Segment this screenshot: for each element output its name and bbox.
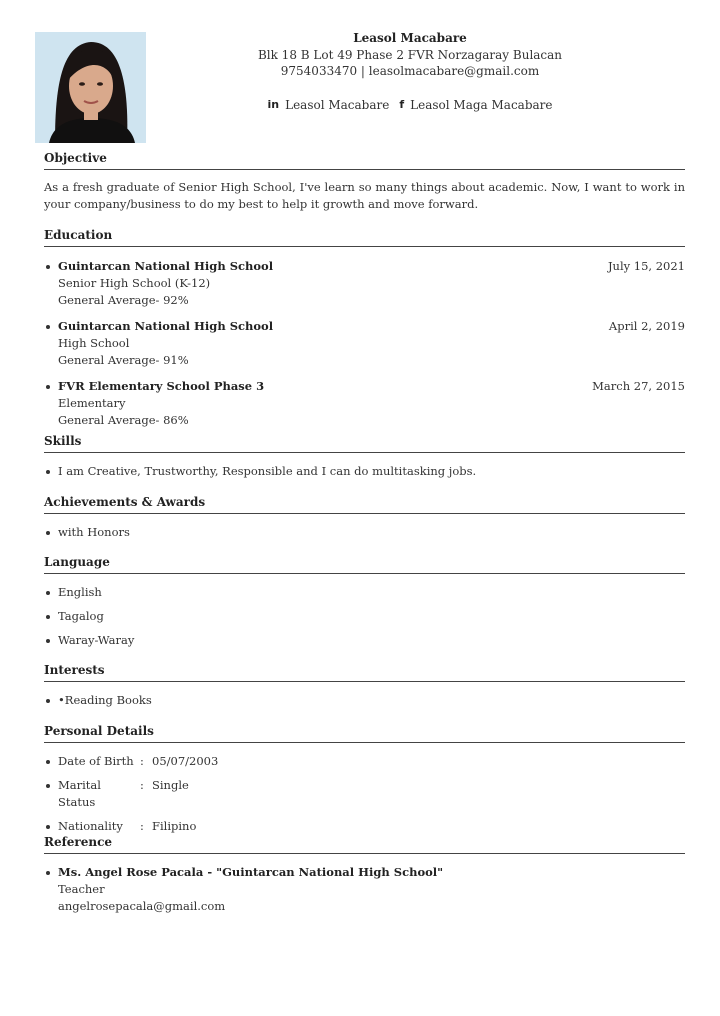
list-item [44, 753, 685, 770]
list-item [44, 818, 685, 835]
address: Blk 18 B Lot 49 Phase 2 FVR Norzagaray Bulacan [257, 47, 563, 62]
list-item [44, 777, 685, 811]
section-title: Objective [44, 151, 685, 170]
linkedin-label: Leasol Macabare [285, 97, 390, 112]
skills-section [44, 434, 685, 480]
school-name: Guintarcan National High School [58, 319, 274, 333]
detail-label: Nationality [58, 819, 123, 833]
detail-colon: : [140, 819, 144, 833]
linkedin-link[interactable] [268, 97, 390, 114]
list-item: Waray-Waray [44, 632, 685, 649]
detail-colon: : [140, 778, 144, 792]
achievements-section [44, 495, 685, 541]
detail-label: Marital Status [58, 778, 101, 809]
list-item [44, 378, 685, 429]
education-level: High School [58, 336, 130, 350]
school-name: FVR Elementary School Phase 3 [58, 379, 265, 393]
section-title: Skills [44, 434, 685, 453]
detail-label: Date of Birth [58, 754, 134, 768]
section-title: Personal Details [44, 724, 685, 743]
education-level: Elementary [58, 396, 126, 410]
education-level: Senior High School (K-12) [58, 276, 211, 290]
profile-photo [35, 32, 146, 143]
reference-name: Ms. Angel Rose Pacala - "Guintarcan National High School" [58, 865, 444, 879]
list-item: with Honors [44, 524, 685, 541]
language-section [44, 555, 685, 649]
reference-role: Teacher [58, 882, 105, 896]
objective-text: As a fresh graduate of Senior High School, I've learn so many things about academic. Now, I want to work in your company/business to do my best to help it growth and move forward. [44, 180, 685, 211]
facebook-link[interactable] [399, 97, 552, 114]
achievements-list [44, 524, 685, 541]
linkedin-icon: in [267, 97, 280, 111]
section-title: Reference [44, 835, 685, 854]
section-title: Education [44, 228, 685, 247]
education-section [44, 228, 685, 429]
social-links [150, 97, 670, 114]
personal-details-section [44, 724, 685, 835]
objective-section [44, 151, 685, 213]
list-item: I am Creative, Trustworthy, Responsible and I can do multitasking jobs. [44, 463, 685, 480]
detail-value: 05/07/2003 [152, 754, 219, 768]
language-list [44, 584, 685, 649]
personal-details-list [44, 753, 685, 835]
general-average: General Average- 91% [58, 353, 189, 367]
reference-email: angelrosepacala@gmail.com [58, 899, 226, 913]
graduation-date: April 2, 2019 [608, 319, 685, 333]
detail-value: Filipino [152, 819, 197, 833]
section-title: Interests [44, 663, 685, 682]
detail-colon: : [140, 754, 144, 768]
list-item [44, 258, 685, 309]
list-item: •Reading Books [44, 692, 685, 709]
resume-header [150, 30, 670, 113]
graduation-date: March 27, 2015 [592, 379, 685, 393]
general-average: General Average- 86% [58, 413, 189, 427]
detail-value: Single [152, 778, 189, 792]
interests-section [44, 663, 685, 709]
interests-list [44, 692, 685, 709]
list-item: Tagalog [44, 608, 685, 625]
skills-list [44, 463, 685, 480]
general-average: General Average- 92% [58, 293, 189, 307]
reference-section [44, 835, 685, 915]
school-name: Guintarcan National High School [58, 259, 274, 273]
facebook-label: Leasol Maga Macabare [410, 97, 553, 112]
list-item: English [44, 584, 685, 601]
candidate-name: Leasol Macabare [353, 31, 467, 45]
section-title: Achievements & Awards [44, 495, 685, 514]
contact-info: 9754033470 | leasolmacabare@gmail.com [280, 64, 540, 78]
education-list [44, 258, 685, 429]
list-item [44, 318, 685, 369]
list-item [44, 864, 685, 915]
graduation-date: July 15, 2021 [607, 259, 685, 273]
section-title: Language [44, 555, 685, 574]
facebook-icon: f [399, 97, 405, 111]
reference-list [44, 864, 685, 915]
